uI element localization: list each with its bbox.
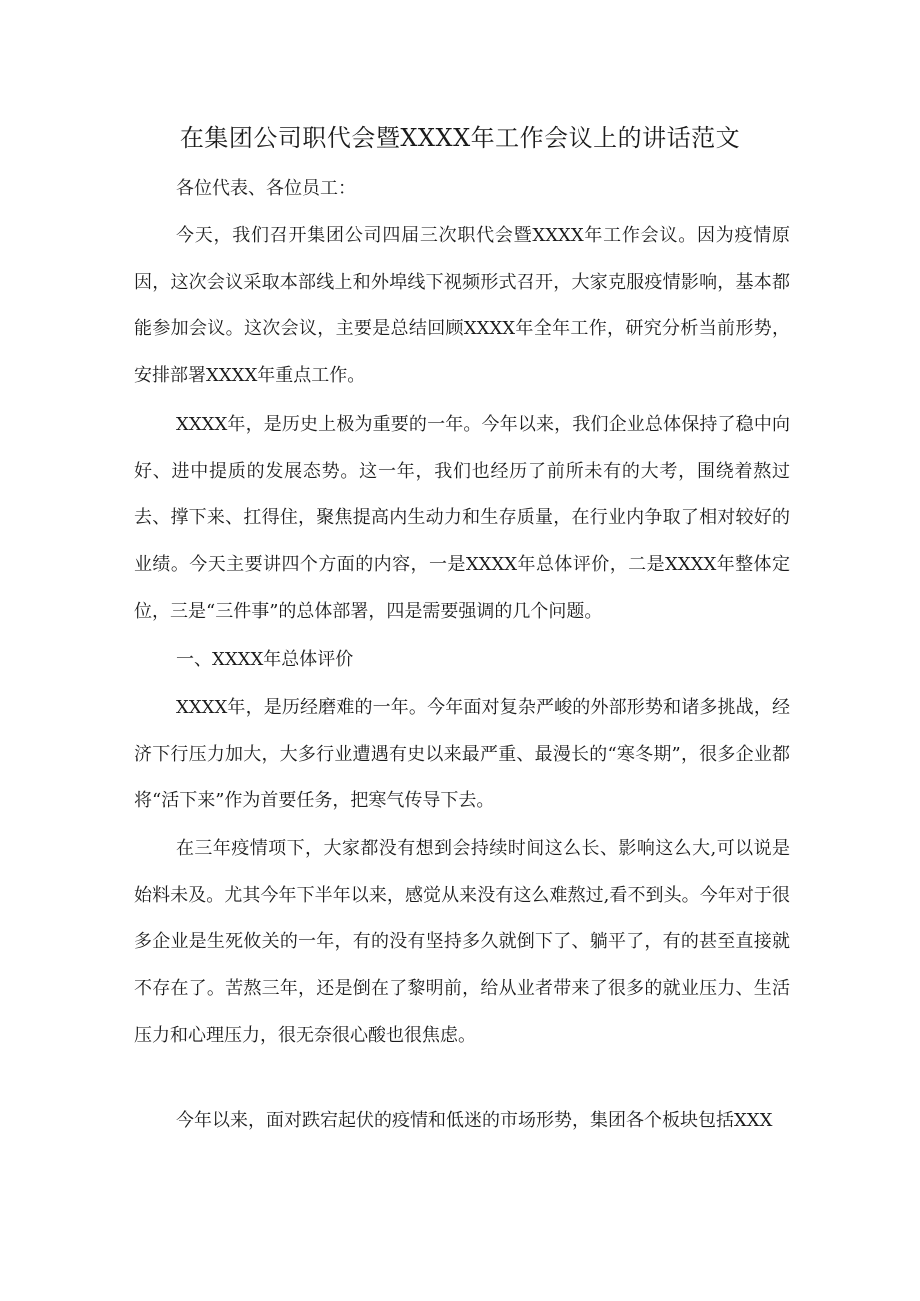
document-title: 在集团公司职代会暨XXXX年工作会议上的讲话范文 xyxy=(179,124,741,152)
salutation: 各位代表、各位员工： xyxy=(176,178,356,199)
paragraph-market: 今年以来，面对跌宕起伏的疫情和低迷的市场形势，集团各个板块包括XXX xyxy=(176,1110,773,1131)
paragraph-hardship: XXXX年，是历经磨难的一年。今年面对复杂严峻的外部形势和诸多挑战，经济下行压力加大，大多行业遭遇有史以来最严重、最漫长的“寒冬期”，很多企业都将“活下来”作为首要任务，把寒气传导下去。 xyxy=(134,697,790,812)
section-heading-1: 一、XXXX年总体评价 xyxy=(176,649,354,670)
paragraph-year-overview: XXXX年，是历史上极为重要的一年。今年以来，我们企业总体保持了稳中向好、进中提质的发展态势。这一年，我们也经历了前所未有的大考，围绕着熬过去、撑下来、扛得住，聚焦提高内生动力和生存质量，在行业内争取了相对较好的业绩。今天主要讲四个方面的内容，一是XXXX年总体评价，二是XXXX年整体定位，三是“三件事”的总体部署，四是需要强调的几个问题。 xyxy=(134,414,790,622)
paragraph-opening: 今天，我们召开集团公司四届三次职代会暨XXXX年工作会议。因为疫情原因，这次会议采取本部线上和外埠线下视频形式召开，大家克服疫情影响，基本都能参加会议。这次会议，主要是总结回顾XXXX年全年工作，研究分析当前形势，安排部署XXXX年重点工作。 xyxy=(134,225,790,387)
paragraph-pandemic: 在三年疫情项下，大家都没有想到会持续时间这么长、影响这么大,可以说是始料未及。尤其今年下半年以来，感觉从来没有这么难熬过,看不到头。今年对于很多企业是生死攸关的一年，有的没有坚持多久就倒下了、躺平了，有的甚至直接就不存在了。苦熬三年，还是倒在了黎明前，给从业者带来了很多的就业压力、生活压力和心理压力，很无奈很心酸也很焦虑。 xyxy=(134,838,790,1046)
